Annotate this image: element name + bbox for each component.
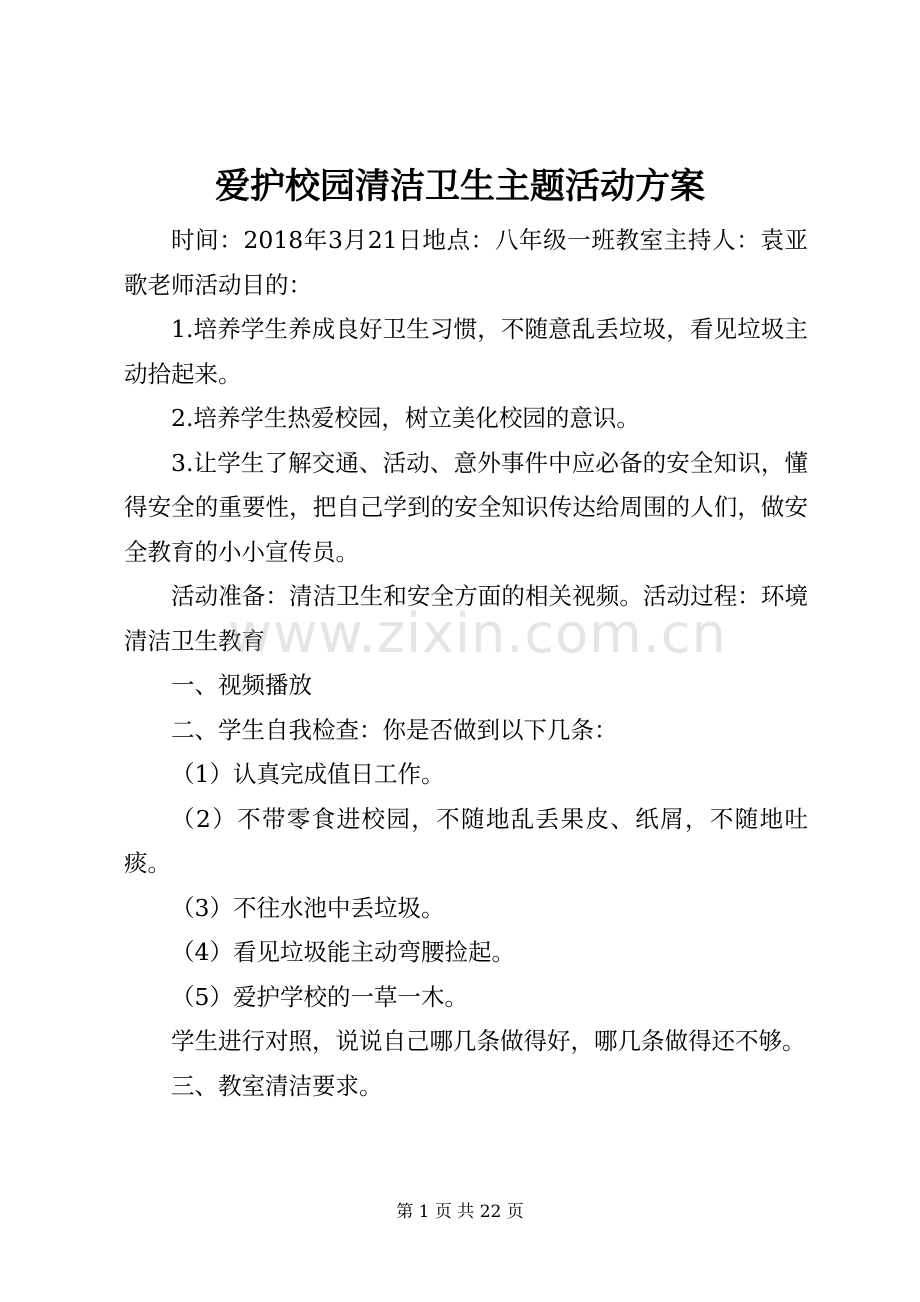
paragraph-item-5: （5）爱护学校的一草一木。 xyxy=(171,982,468,1011)
paragraph-step-2: 二、学生自我检查：你是否做到以下几条： xyxy=(171,715,618,744)
paragraph-comparison: 学生进行对照，说说自己哪几条做得好，哪几条做得还不够。 xyxy=(171,1027,806,1055)
paragraph-step-3: 三、教室清洁要求。 xyxy=(171,1071,383,1100)
paragraph-item-4: （4）看见垃圾能主动弯腰捡起。 xyxy=(171,938,515,966)
paragraph-time-location: 时间：2018年3月21日地点：八年级一班教室主持人：袁亚歌老师活动目的： xyxy=(124,226,808,299)
paragraph-goal-1: 1.培养学生养成良好卫生习惯，不随意乱丢垃圾，看见垃圾主动拾起来。 xyxy=(124,315,808,388)
document-title: 爱护校园清洁卫生主题活动方案 xyxy=(214,166,705,207)
page-number-footer: 第 1 页 共 22 页 xyxy=(396,1202,524,1222)
watermark: www.zixin.com.cn xyxy=(228,602,727,665)
paragraph-preparation: 活动准备：清洁卫生和安全方面的相关视频。活动过程：环境清洁卫生教育 xyxy=(124,582,808,655)
document-body xyxy=(124,218,808,1108)
paragraph-item-1: （1）认真完成值日工作。 xyxy=(171,760,445,788)
paragraph-goal-3: 3.让学生了解交通、活动、意外事件中应必备的安全知识，懂得安全的重要性，把自己学到的安全知识传达给周围的人们，做安全教育的小小宣传员。 xyxy=(124,448,808,566)
paragraph-step-1: 一、视频播放 xyxy=(171,671,312,699)
paragraph-item-3: （3）不往水池中丢垃圾。 xyxy=(171,893,445,922)
paragraph-item-2: （2）不带零食进校园，不随地乱丢果皮、纸屑，不随地吐痰。 xyxy=(124,804,808,877)
paragraph-goal-2: 2.培养学生热爱校园，树立美化校园的意识。 xyxy=(171,404,640,432)
